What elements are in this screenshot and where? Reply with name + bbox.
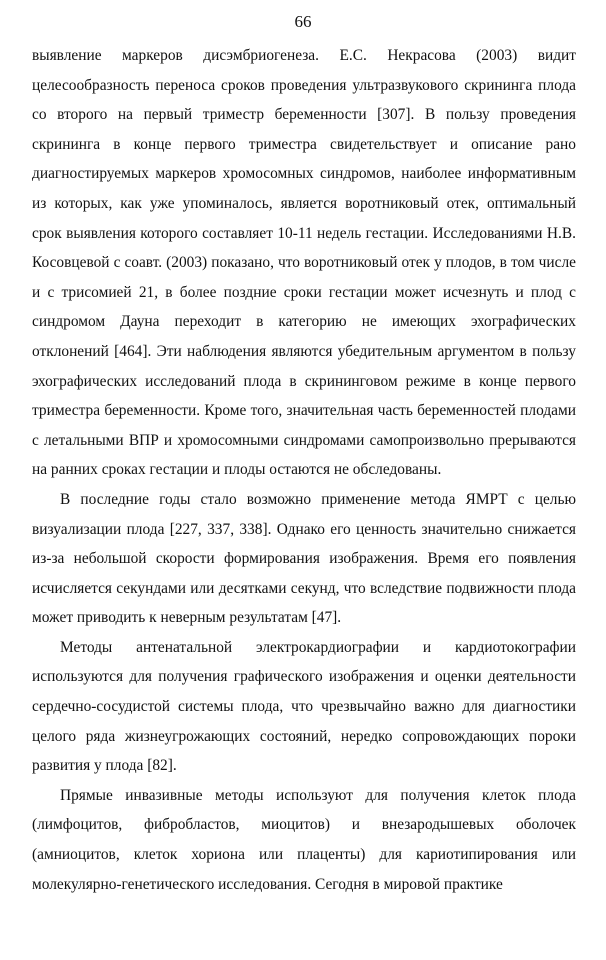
paragraph-3: Методы антенатальной электрокардиографии и кардиотокографии используются для получения графического изображения и оценки деятельности сердечно-сосудистой системы плода, что чрезвычайно важно для диагностики целого ряда жизнеугрожающих состояний, нередко сопровождающих пороки развития у плода [82]. [32, 638, 576, 775]
paragraph-4: Прямые инвазивные методы используют для получения клеток плода (лимфоцитов, фибробластов, миоцитов) и внезародышевых оболочек (амниоцитов, клеток хориона или плаценты) для кариотипирования или молекулярно-генетического исследования. Сегодня в мировой практике [32, 786, 576, 893]
paragraph-1: выявление маркеров дисэмбриогенеза. Е.С. Некрасова (2003) видит целесообразность переноса сроков проведения ультразвукового скрининга плода со второго на первый триместр беременности [307]. В пользу проведения скрининга в конце первого триместра свидетельствует и описание рано диагностируемых маркеров хромосомных синдромов, наиболее информативным из которых, как уже упоминалось, является воротниковый отек, оптимальный срок выявления которого составляет 10-11 недель гестации. Исследованиями Н.В. Косовцевой с соавт. (2003) показано, что воротниковый отек у плодов, в том числе и с трисомией 21, в более поздние сроки гестации может исчезнуть и плод с синдромом Дауна переходит в категорию не имеющих эхографических отклонений [464]. Эти наблюдения являются убедительным аргументом в пользу эхографических исследований плода в скрининговом режиме в конце первого триместра беременности. Кроме того, значительная часть беременностей плодами с летальными ВПР и хромосомными синдромами самопроизвольно прерываются на ранних сроках гестации и плоды остаются не обследованы. [32, 47, 576, 479]
page-number: 66 [294, 12, 312, 31]
body-text [32, 41, 576, 899]
paragraph-2: В последние годы стало возможно применение метода ЯМРТ с целью визуализации плода [227, 337, 338]. Однако его ценность значительно снижается из-за небольшой скорости формирования изображения. Время его появления исчисляется секундами или десятками секунд, что вследствие подвижности плода может приводить к неверным результатам [47]. [32, 490, 576, 627]
